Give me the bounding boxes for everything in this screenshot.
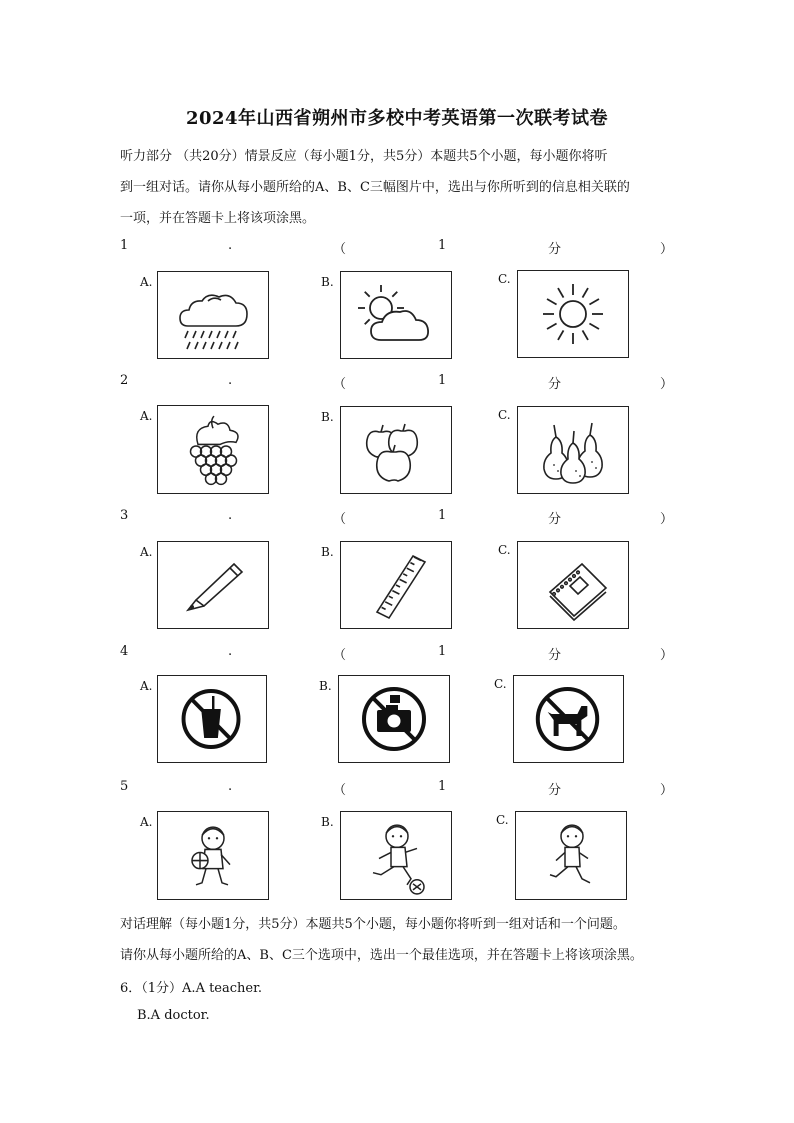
question-6-option-b: B.A doctor. [137, 1008, 210, 1023]
question-header-rparen: ） [660, 648, 674, 663]
instruction-line: 一项，并在答题卡上将该项涂黑。 [120, 211, 316, 226]
question-header-dot: . [228, 779, 233, 794]
question-header-lparen: （ [333, 377, 347, 392]
question-header-rparen: ） [660, 512, 674, 527]
question-header-rparen: ） [660, 242, 674, 257]
option-picture-box [517, 541, 629, 629]
question-header-rparen: ） [660, 377, 674, 392]
rain-cloud-icon [158, 272, 268, 358]
question-header-lparen: （ [333, 512, 347, 527]
ruler-icon [341, 542, 451, 628]
option-label: C. [498, 272, 511, 286]
option-picture-box [338, 675, 450, 763]
question-header-num: 5 [120, 779, 129, 794]
question-header-unit: 分 [548, 242, 562, 257]
option-label: B. [321, 275, 334, 289]
option-label: C. [498, 408, 511, 422]
option-picture-box [157, 405, 269, 494]
question-header-score: 1 [438, 238, 447, 253]
sun-icon [518, 271, 628, 357]
question-header-score: 1 [438, 779, 447, 794]
question-header-num: 3 [120, 508, 129, 523]
option-label: A. [140, 679, 153, 693]
question-header-lparen: （ [333, 648, 347, 663]
question-header-dot: . [228, 373, 233, 388]
option-picture-box [340, 811, 452, 900]
question-5-header [120, 779, 674, 799]
question-header-num: 4 [120, 644, 129, 659]
grapes-icon [158, 406, 268, 493]
question-header-dot: . [228, 238, 233, 253]
section-dialogue-instructions [120, 909, 680, 971]
boy-basketball-icon [158, 812, 268, 899]
question-header-dot: . [228, 508, 233, 523]
instruction-line: 请你从每小题所给的A、B、C三个选项中，选出一个最佳选项，并在答题卡上将该项涂黑。 [120, 948, 643, 963]
option-picture-box [517, 406, 629, 494]
option-picture-box [157, 675, 267, 763]
option-label: B. [319, 679, 332, 693]
option-label: C. [494, 677, 507, 691]
question-3-header [120, 508, 674, 528]
question-header-score: 1 [438, 644, 447, 659]
question-header-lparen: （ [333, 242, 347, 257]
option-picture-box [340, 541, 452, 629]
question-header-num: 2 [120, 373, 129, 388]
question-4-header [120, 644, 674, 664]
sun-cloud-icon [341, 272, 451, 358]
option-label: A. [140, 815, 153, 829]
option-label: C. [498, 543, 511, 557]
option-label: A. [140, 545, 153, 559]
no-drinks-icon [158, 676, 266, 762]
option-picture-box [515, 811, 627, 900]
notebook-icon [518, 542, 628, 628]
no-photos-icon [339, 676, 449, 762]
instruction-line: 对话理解（每小题1分，共5分）本题共5个小题，每小题你将听到一组对话和一个问题。 [120, 917, 626, 932]
question-header-rparen: ） [660, 783, 674, 798]
apples-icon [341, 407, 451, 493]
instruction-line: 到一组对话。请你从每小题所给的A、B、C三幅图片中，选出与你所听到的信息相关联的 [120, 180, 630, 195]
question-header-dot: . [228, 644, 233, 659]
question-2-header [120, 373, 674, 393]
option-label: A. [140, 275, 153, 289]
question-header-lparen: （ [333, 783, 347, 798]
question-1-header [120, 238, 674, 258]
section-listening-instructions [120, 141, 676, 234]
question-header-unit: 分 [548, 377, 562, 392]
option-label: A. [140, 409, 153, 423]
option-label: B. [321, 410, 334, 424]
instruction-line: 听力部分 （共20分）情景反应（每小题1分，共5分）本题共5个小题，每小题你将听 [120, 149, 608, 164]
option-label: B. [321, 545, 334, 559]
question-6-stem: 6．（1分）A.A teacher. [120, 981, 263, 996]
question-header-unit: 分 [548, 648, 562, 663]
option-picture-box [340, 406, 452, 494]
option-picture-box [157, 811, 269, 900]
question-header-score: 1 [438, 508, 447, 523]
boy-running-icon [516, 812, 626, 899]
option-picture-box [157, 271, 269, 359]
question-header-score: 1 [438, 373, 447, 388]
question-header-num: 1 [120, 238, 129, 253]
no-dogs-icon [514, 676, 623, 762]
option-picture-box [340, 271, 452, 359]
option-picture-box [157, 541, 269, 629]
option-label: C. [496, 813, 509, 827]
option-picture-box [513, 675, 624, 763]
question-header-unit: 分 [548, 512, 562, 527]
pears-icon [518, 407, 628, 493]
pen-icon [158, 542, 268, 628]
option-picture-box [517, 270, 629, 358]
option-label: B. [321, 815, 334, 829]
exam-title: 2024年山西省朔州市多校中考英语第一次联考试卷 [185, 108, 609, 129]
boy-soccer-icon [341, 812, 451, 899]
question-header-unit: 分 [548, 783, 562, 798]
